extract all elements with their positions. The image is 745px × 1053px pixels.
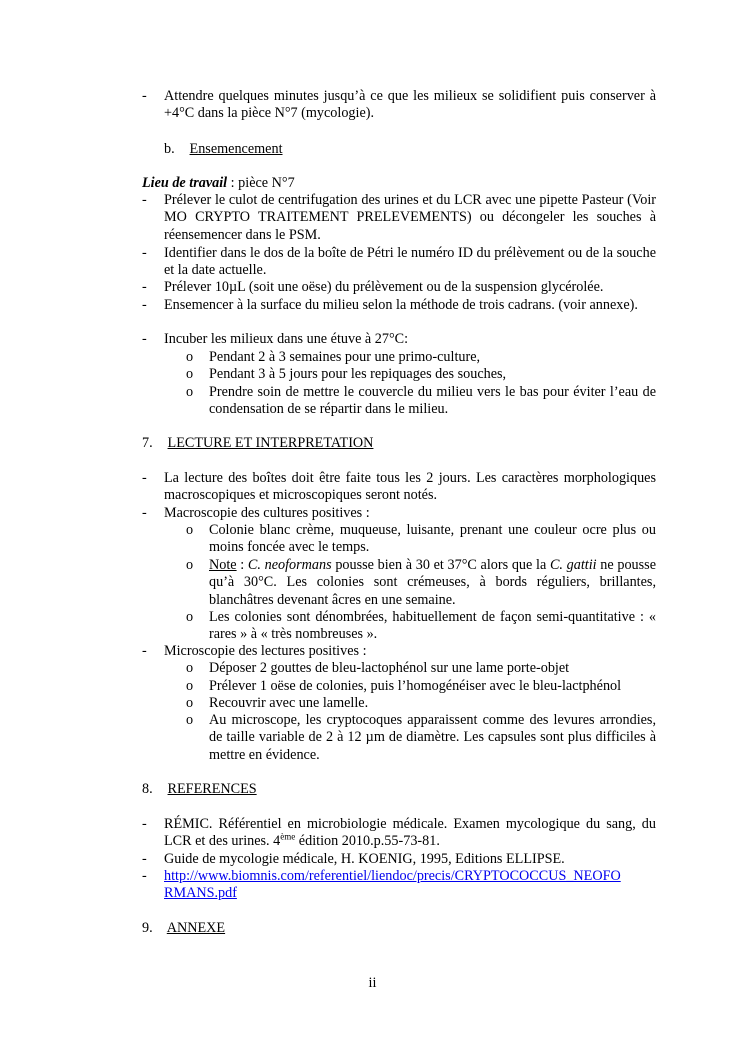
circle-bullet: o <box>186 660 194 676</box>
sub-list-item-text: Les colonies sont dénombrées, habituellement de façon semi-quantitative : « rares » à « très nombreuses ». <box>209 609 656 643</box>
list-item <box>142 245 656 280</box>
work-location <box>142 175 295 192</box>
sub-list-item-text: Recouvrir avec une lamelle. <box>209 695 369 711</box>
circle-bullet: o <box>186 695 194 711</box>
sub-list-item <box>186 349 656 366</box>
circle-bullet: o <box>186 384 194 400</box>
list-item-text: Prélever 10µL (soit une oëse) du prélèvement ou de la suspension glycérolée. <box>164 279 604 295</box>
superscript: ème <box>280 831 296 842</box>
reference-body: édition 2010.p.55-73-81. <box>295 833 440 850</box>
sub-list-item-text: Au microscope, les cryptocoques apparaissent comme des levures arrondies, de taille variable de 2 à 12 µm de diamètre. Les capsules sont plus difficiles à mettre en évidence. <box>209 712 656 763</box>
reference-link-line2: RMANS.pdf <box>164 885 237 902</box>
dash-bullet: - <box>142 88 147 104</box>
circle-bullet: o <box>186 522 194 538</box>
circle-bullet: o <box>186 678 194 694</box>
list-item <box>142 331 656 348</box>
note-body: pousse bien à 30 et 37°C alors que la <box>331 557 550 573</box>
sub-list-item <box>186 660 656 677</box>
sub-list-item-text: Pendant 2 à 3 semaines pour une primo-culture, <box>209 349 481 365</box>
sub-list-item <box>186 712 656 764</box>
dash-bullet: - <box>142 192 147 208</box>
note-label: Note <box>209 557 237 573</box>
sub-list-item <box>186 678 656 695</box>
reference-text <box>164 816 656 851</box>
list-item-text: Microscopie des lectures positives : <box>164 643 367 659</box>
list-item-text: Identifier dans le dos de la boîte de Pétri le numéro ID du prélèvement ou de la souche et la date actuelle. <box>164 245 656 279</box>
reference-link-container <box>164 868 656 903</box>
work-location-label: Lieu de travail <box>142 175 228 191</box>
reference-item <box>142 816 656 851</box>
dash-bullet: - <box>142 868 147 884</box>
work-location-separator: : <box>227 175 239 191</box>
note-body: ne pousse qu’à 30°C. Les colonies sont crémeuses, à bords réguliers, brillantes, blanchâtres devenant âcres en une semaine. <box>209 557 656 608</box>
reference-link[interactable] <box>164 868 621 901</box>
species-name: C. gattii <box>549 557 597 573</box>
list-item-text: Incuber les milieux dans une étuve à 27°C: <box>164 331 409 347</box>
dash-bullet: - <box>142 245 147 261</box>
section-heading <box>142 920 225 937</box>
section-number: 8. <box>142 781 153 797</box>
dash-bullet: - <box>142 816 147 832</box>
dash-bullet: - <box>142 297 147 313</box>
dash-bullet: - <box>142 331 147 347</box>
sub-list-item <box>186 384 656 419</box>
dash-bullet: - <box>142 505 147 521</box>
section-number: 9. <box>142 920 153 936</box>
dash-bullet: - <box>142 643 147 659</box>
sub-list-item-text: Pendant 3 à 5 jours pour les repiquages des souches, <box>209 366 507 382</box>
list-item <box>142 297 656 314</box>
circle-bullet: o <box>186 712 194 728</box>
list-item-text: Ensemencer à la surface du milieu selon la méthode de trois cadrans. (voir annexe). <box>164 297 638 313</box>
sub-list-item-text: Colonie blanc crème, muqueuse, luisante, prenant une couleur ocre plus ou moins foncée avec le temps. <box>209 522 656 556</box>
list-item <box>142 505 656 522</box>
list-item <box>142 470 656 505</box>
page-number: ii <box>368 975 377 991</box>
sub-list-item-text: Déposer 2 gouttes de bleu-lactophénol sur une lame porte-objet <box>209 660 570 676</box>
section-number: 7. <box>142 435 153 451</box>
list-item <box>142 279 656 296</box>
list-item <box>142 192 656 244</box>
subsection-letter: b. <box>164 141 175 157</box>
sub-list-item <box>186 522 656 557</box>
note-text <box>209 557 656 609</box>
list-item <box>142 643 656 660</box>
work-location-value: pièce N°7 <box>238 175 295 191</box>
section-heading <box>142 781 257 798</box>
circle-bullet: o <box>186 349 194 365</box>
section-title: REFERENCES <box>167 781 257 797</box>
reference-text: Guide de mycologie médicale, H. KOENIG, 1995, Editions ELLIPSE. <box>164 851 565 867</box>
sub-list-item-text: Prélever 1 oëse de colonies, puis l’homogénéiser avec le bleu-lactphénol <box>209 678 622 694</box>
section-title: ANNEXE <box>166 920 226 936</box>
sub-list-item <box>186 609 656 644</box>
list-item-text: La lecture des boîtes doit être faite tous les 2 jours. Les caractères morphologiques macroscopiques et microscopiques seront notés. <box>164 470 656 504</box>
list-item-text: Attendre quelques minutes jusqu’à ce que les milieux se solidifient puis conserver à +4°C dans la pièce N°7 (mycologie). <box>164 88 656 122</box>
dash-bullet: - <box>142 279 147 295</box>
section-heading <box>142 435 373 452</box>
sub-list-item <box>186 695 656 712</box>
dash-bullet: - <box>142 470 147 486</box>
list-item-text: Macroscopie des cultures positives : <box>164 505 370 521</box>
list-item-text: Prélever le culot de centrifugation des urines et du LCR avec une pipette Pasteur (Voir MO CRYPTO TRAITEMENT PRELEVEMENTS) ou décongeler les souches à réensemencer dans le PSM. <box>164 192 656 243</box>
section-title: LECTURE ET INTERPRETATION <box>167 435 374 451</box>
dash-bullet: - <box>142 851 147 867</box>
reference-body: RÉMIC. Référentiel en microbiologie médicale. Examen mycologique du sang, du LCR et des urines. 4 <box>164 816 656 850</box>
sub-list-item <box>186 366 656 383</box>
sub-list-item <box>186 557 656 609</box>
circle-bullet: o <box>186 609 194 625</box>
subsection-heading <box>164 141 283 158</box>
note-separator: : <box>236 557 248 573</box>
reference-link-line1: http://www.biomnis.com/referentiel/liendoc/precis/CRYPTOCOCCUS_NEOFO <box>164 868 621 884</box>
sub-list-item-text: Prendre soin de mettre le couvercle du milieu vers le bas pour éviter l’eau de condensation de se répartir dans le milieu. <box>209 384 656 418</box>
reference-item <box>142 851 656 868</box>
subsection-title: Ensemencement <box>189 141 283 157</box>
reference-item <box>142 868 656 903</box>
circle-bullet: o <box>186 557 194 573</box>
circle-bullet: o <box>186 366 194 382</box>
list-item <box>142 88 656 123</box>
species-name: C. neoformans <box>247 557 332 573</box>
